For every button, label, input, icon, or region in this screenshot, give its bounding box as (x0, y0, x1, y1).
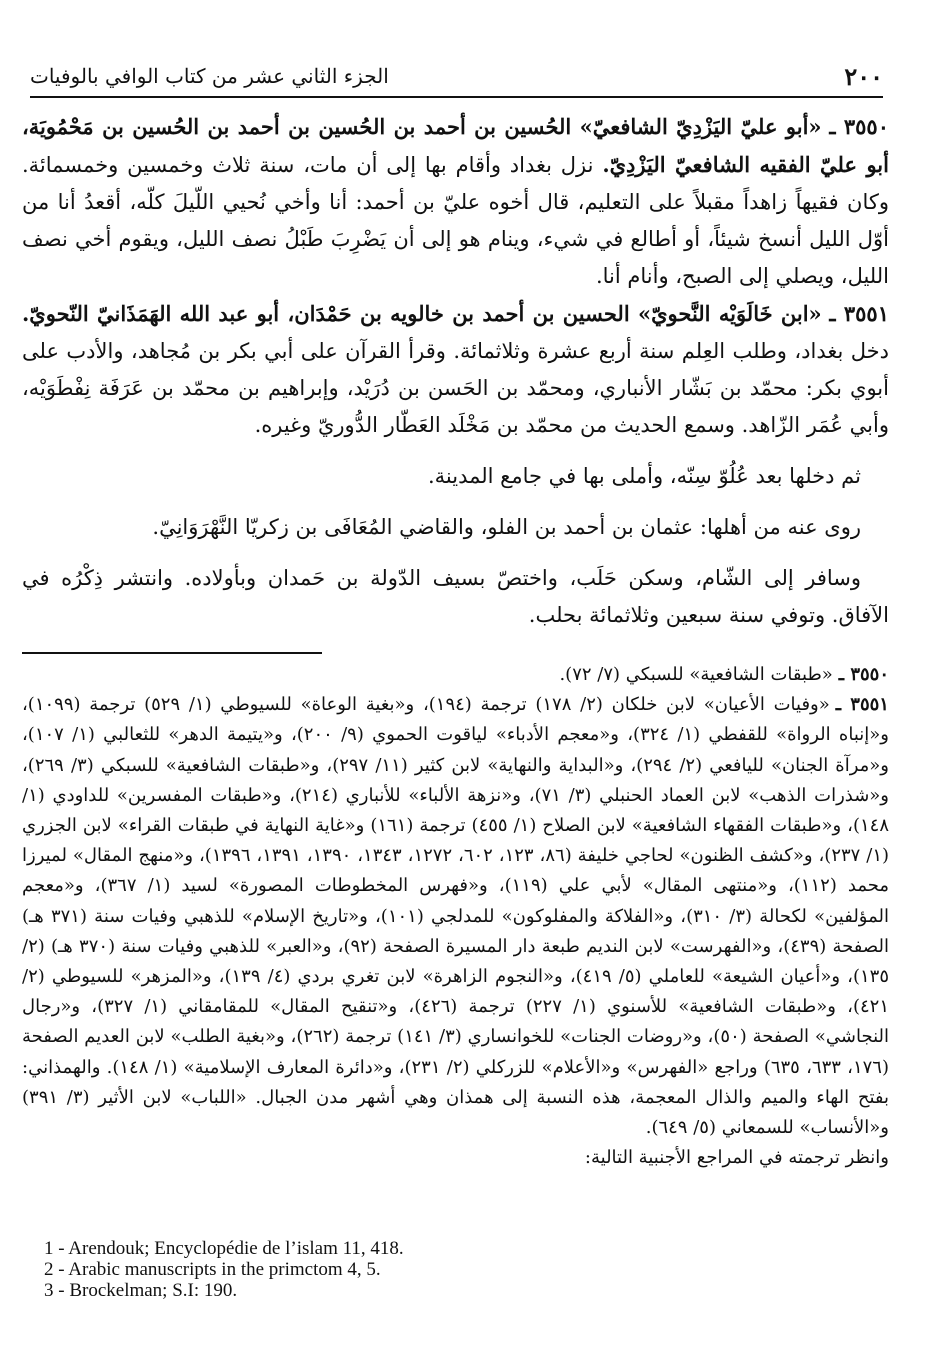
entry-number: ٣٥٥٠ ـ (829, 114, 889, 139)
footnote-3550 (22, 660, 889, 690)
foreign-ref-item: 3 - Brockelman; S.I: 190. (44, 1280, 238, 1301)
entry-paragraph: روى عنه من أهلها: عثمان بن أحمد بن الفلو، والقاضي المُعَافَى بن زكريّا النَّهْرَوَانِيّ. (152, 515, 861, 539)
entry-number: ٣٥٥١ ـ (829, 301, 889, 326)
foreign-ref-item: 1 - Arendouk; Encyclopédie de l’islam 11, 418. (44, 1238, 404, 1259)
footnote-number: ٣٥٥٠ ـ (838, 664, 889, 685)
footnote-3551 (22, 690, 889, 1143)
footnote-divider (22, 652, 322, 654)
entry-paragraph: وسافر إلى الشّام، وسكن حَلَب، واختصّ بسيف الدّولة بن حَمدان وبأولاده. وانتشر ذِكْرُه في الآفاق. وتوفي سنة سبعين وثلاثمائة بحلب. (22, 566, 889, 627)
foreign-ref-item: 2 - Arabic manuscripts in the primctom 4, 5. (44, 1259, 381, 1280)
footnote-number: ٣٥٥١ ـ (835, 694, 889, 716)
running-title: الجزء الثاني عشر من كتاب الوافي بالوفيات (30, 64, 389, 88)
entry-paragraph: ثم دخلها بعد عُلُوّ سِنّه، وأملى بها في جامع المدينة. (427, 464, 861, 488)
entry-heading: «ابن خَالَوَيْه النَّحويّ» الحسين بن أحمد بن خالويه بن حَمْدَان، أبو عبد الله الهَمَذَانيّ النّحويّ. (22, 301, 822, 326)
page-header (30, 56, 883, 98)
footnote-text: «وفيات الأعيان» لابن خلكان (٢/ ١٧٨) ترجمة (١٩٤)، و«بغية الوعاة» للسيوطي (١/ ٥٢٩) ترجمة (١٠٩٩)، و«إنباه الرواة» للقفطي (١/ ٣٢٤)، و«معجم الأدباء» لياقوت الحموي (٩/ ٢٠٠)، و«يتيمة الدهر» للثعالبي (١/ ١٠٧)، و«مرآة الجنان» لليافعي (٢/ ٢٩٤)، و«البداية والنهاية» لابن كثير (١١/ ٢٩٧)، و«طبقات الشافعية» للسبكي (٣/ ٢٦٩)، و«شذرات الذهب» لابن العماد الحنبلي (٣/ ٧١)، و«نزهة الألباء» للأنباري (٢١٤)، و«طبقات المفسرين» للداودي (١/ ١٤٨)، و«طبقات الفقهاء الشافعية» لابن الصلاح (١/ ٤٥٥) ترجمة (١٦١) و«غاية النهاية في طبقات القراء» لابن الجزري (١/ ٢٣٧)، و«كشف الظنون» لحاجي خليفة (٨٦، ١٢٣، ٦٠٢، ١٢٧٢، ١٣٤٣، ١٣٩٠، ١٣٩١، ١٣٩٦)، و«منهج المقال» لميرزا محمد (١١٢)، و«منتهى المقال» لأبي علي (١١٩)، و«فهرس المخطوطات المصورة» لسيد (١/ ٣٦٧)، و«معجم المؤلفين» لكحالة (٣/ ٣١٠)، و«الفلاكة والمفلوكون» للمدلجي (١٠١)، و«تاريخ الإسلام» للذهبي وفيات سنة (٣٧١ هـ) الصفحة (٤٣٩)، و«الفهرست» لابن النديم طبعة دار المسيرة الصفحة (٩٢)، و«العبر» للذهبي وفيات سنة (٣٧٠ هـ) (٢/ ١٣٥)، و«أعيان الشيعة» للعاملي (٥/ ٤١٩)، و«النجوم الزاهرة» لابن تغري بردي (٤/ ١٣٩)، و«المزهر» للسيوطي (٢/ ٤٢١)، و«طبقات الشافعية» للأسنوي (١/ ٢٢٧) ترجمة (٤٢٦)، و«تنقيح المقال» للمقامقاني (١/ ٣٢٧)، و«رجال النجاشي» الصفحة (٥٠)، و«روضات الجنات» للخوانساري (٣/ ١٤١) ترجمة (٢٦٢)، و«بغية الطلب» لابن العديم الصفحة (١٧٦، ٦٣٣، ٦٣٥) وراجع «الفهرس» و«الأعلام» للزركلي (٢/ ٢٣١)، و«دائرة المعارف الإسلامية» (١/ ١٤٨). والهمذاني: بفتح الهاء والميم والذال المعجمة، هذه النسبة إلى همذان وهي أشهر مدن الجبال. «اللباب» لابن الأثير (٣/ ٣٩١) و«الأنساب» للسمعاني (٥/ ٦٤٩). (22, 694, 890, 1139)
page-number: ٢٠٠ (844, 61, 883, 91)
foreign-refs-intro: وانظر ترجمته في المراجع الأجنبية التالية: (584, 1147, 889, 1169)
entry-body: نزل بغداد وأقام بها إلى أن مات، سنة ثلاث وخمسين وخمسمائة. وكان فقيهاً زاهداً مقبلاً على التعليم، قال أخوه عليّ بن أحمد: أنا وأخي نُحيي اللّيلَ كلّه، أقعدُ أنا من أوّل الليل أنسخ شيئاً، أو أطالع في شيء، وينام هو إلى أن يَضْرِبَ طَبْلُ نصف الليل، ويقوم أخي نصف الليل، ويصلي إلى الصبح، وأنام أنا. (22, 153, 889, 288)
entry-3551 (22, 295, 889, 444)
entry-3550 (22, 108, 889, 295)
footnote-text: «طبقات الشافعية» للسبكي (٧/ ٧٢). (559, 664, 833, 685)
footnotes (22, 660, 889, 1173)
main-text (22, 108, 889, 634)
entry-heading: «أبو عليّ اليَزْدِيّ الشافعيّ» الحُسين بن أحمد بن الحُسين بن أحمد بن الحُسين بن مَحْمُويَة، أبو عليّ الفقيه الشافعيّ اليَزْدِيّ. (22, 114, 889, 177)
foreign-references (44, 1238, 404, 1301)
entry-body: دخل بغداد، وطلب العِلم سنة أربع عشرة وثلاثمائة. وقرأ القرآن على أبي بكر بن مُجاهد، والأدب على أبوي بكر: محمّد بن بَشّار الأنباري، ومحمّد بن الحَسن بن دُرَيْد، وإبراهيم بن محمّد بن عَرَفَة نِفْطَوَيْه، وأبي عُمَر الزّاهد. وسمع الحديث من محمّد بن مَخْلَد العَطّار الدُّوريّ وغيره. (22, 339, 889, 437)
